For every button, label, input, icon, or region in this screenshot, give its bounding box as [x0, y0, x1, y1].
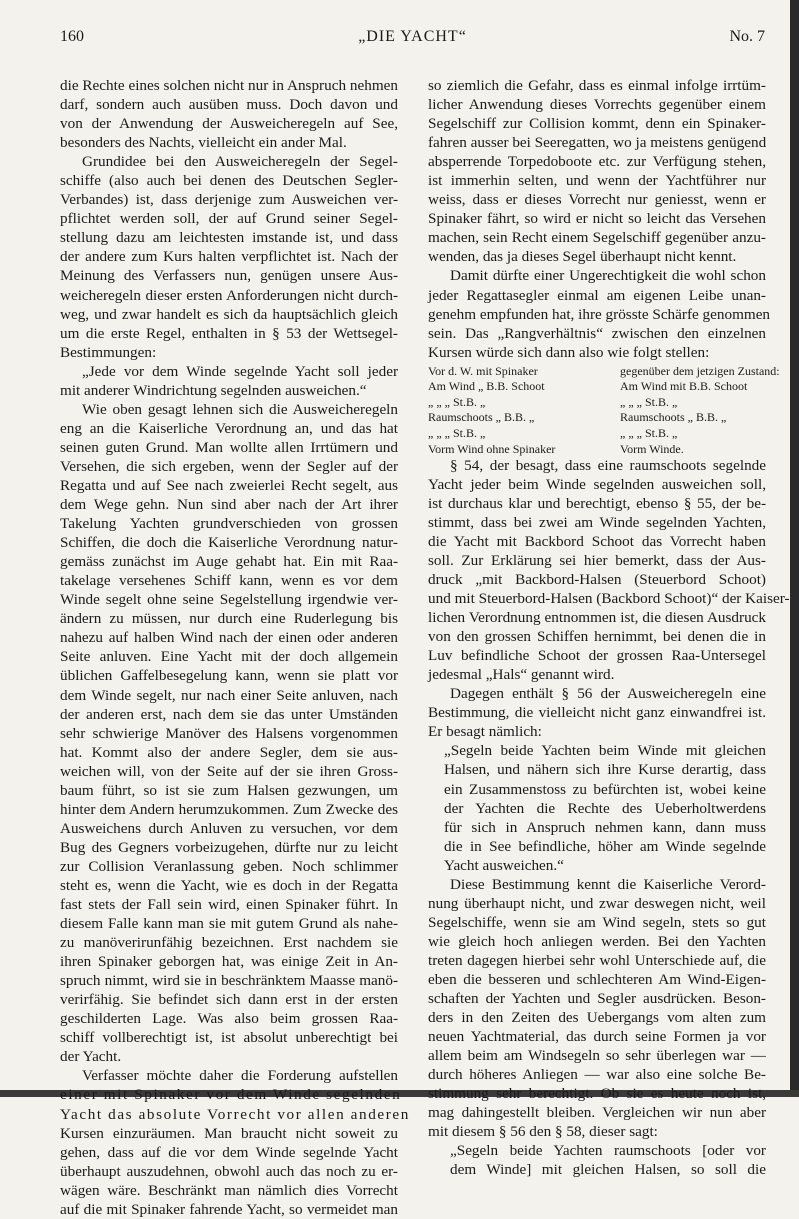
- text-line: stellung dazu am leichtesten imstande ist, und dass: [60, 229, 398, 247]
- text-line: Regatta und auf See nach zweierlei Recht segelt, aus: [60, 476, 398, 494]
- text-line: üblichen Gaffelbesegelung kann, wenn sie platt vor: [60, 667, 398, 685]
- text-line: wenden, das ja dieses Segel überhaupt nicht kennt.: [428, 248, 737, 266]
- text-line: soll. Zur Erklärung sei hier bemerkt, dass der Aus-: [428, 551, 766, 569]
- text-line: Segelschiff zur Collision kommt, denn ein Spinaker-: [428, 115, 766, 133]
- text-line: Bestimmung, die vielleicht nicht ganz einwandfrei ist.: [428, 704, 766, 722]
- text-line: dem Winde] mit gleichen Halsen, so soll die: [450, 1161, 766, 1179]
- rank-table-right-header: gegenüber dem jetzigen Zustand:: [620, 363, 780, 378]
- text-line: Diese Bestimmung kennt die Kaiserliche Verord-: [450, 875, 766, 893]
- text-line: zu manöverirunfähig bezeichnen. Erst nachdem sie: [60, 934, 398, 952]
- rank-right-cell: „ „ „ St.B. „: [620, 394, 678, 409]
- text-line: ders in den Zeiten des Uebergangs vom alten zum: [428, 1009, 766, 1027]
- text-line: pflichtet werden soll, der auf Grund seiner Segel-: [60, 210, 398, 228]
- text-line: seinen guten Grund. Man wollte allen Irrtümern und: [60, 438, 398, 456]
- right-column: [428, 76, 790, 1179]
- rank-table-row: [428, 426, 766, 442]
- text-line: absperrende Torpedoboote etc. zur Verfügung stehen,: [428, 153, 766, 171]
- text-line: nung überhaupt nicht, und zwar deswegen nicht, weil: [428, 894, 766, 912]
- text-line: jeder Regattasegler einmal am eigenen Leibe unan-: [428, 286, 766, 304]
- text-line: schaften der Yachten und Segler ausdrücken. Beson-: [428, 990, 766, 1008]
- text-line: druck „mit Backbord-Halsen (Steuerbord Schoot): [428, 570, 766, 588]
- text-line: sein. Das „Rangverhältnis“ zwischen den einzelnen: [428, 324, 766, 342]
- text-line: mit diesem § 56 den § 58, dieser sagt:: [428, 1123, 658, 1141]
- text-line: Meinung des Verfassers nun, genügen unsere Aus-: [60, 267, 398, 285]
- rank-table: [428, 363, 780, 456]
- text-line: und mit Steuerbord-Halsen (Backbord Schoot)“ der Kaiser-: [428, 590, 790, 608]
- text-line: der Yachten die Rechte des Ueberholtwerdens: [444, 799, 766, 817]
- left-column: [60, 76, 410, 1219]
- text-line: Yacht das absolute Vorrecht vor allen anderen: [60, 1105, 410, 1123]
- text-line: eng an die Kaiserliche Verordnung an, und das hat: [60, 419, 398, 437]
- text-line: so ziemlich die Gefahr, dass es einmal infolge irrtüm-: [428, 77, 766, 94]
- text-line: Winde segelt ohne seine Segelstellung irgendwie ver-: [60, 591, 398, 609]
- text-line: einer mit Spinaker vor dem Winde segelnden: [60, 1086, 402, 1104]
- text-line: auf die mit Spinaker fahrende Yacht, so vermeidet man: [60, 1200, 398, 1218]
- issue-number: No. 7: [729, 28, 765, 45]
- right-column-top: [428, 76, 771, 362]
- page-header: [60, 28, 765, 52]
- text-line: gemäss zunächst im Auge gehabt hat. Ein mit Raa-: [60, 553, 398, 571]
- text-line: sehr schwierige Manöver des Halsens vorgenommen: [60, 724, 398, 742]
- text-line: Spinaker fährt, so wird er nicht so leicht das Versehen: [428, 210, 766, 228]
- text-line: ein Zusammenstoss zu befürchten ist, wobei keine: [444, 780, 766, 798]
- rank-right-cell: Raumschoots „ B.B. „: [620, 410, 727, 425]
- right-column-bottom: [428, 456, 790, 1180]
- text-line: die Rechte eines solchen nicht nur in Anspruch nehmen: [60, 77, 398, 94]
- text-line: Yacht ausweichen.“: [444, 856, 564, 874]
- text-line: Verbandes) ist, dass derjenige zum Ausweichen ver-: [60, 191, 398, 209]
- text-line: überhaupt auszudehnen, obwohl auch das noch zu er-: [60, 1162, 398, 1180]
- text-line: Er besagt nämlich:: [428, 723, 542, 741]
- text-line: eben die besseren und schlechteren Am Wind-Eigen-: [428, 970, 766, 988]
- text-line: allem beim am Windsegeln so sehr überlegen war —: [428, 1047, 766, 1065]
- text-line: die in See befindliche, höher am Winde segelnde: [444, 837, 766, 855]
- text-line: um die erste Regel, enthalten in § 53 der Wettsegel-: [60, 324, 398, 342]
- text-line: ist durchaus klar und berechtigt, ebenso § 55, der be-: [428, 494, 766, 512]
- text-line: fahren ausser bei Seeregatten, wo ja meistens genügend: [428, 134, 767, 152]
- text-line: von der Anwendung der Ausweicheregeln auf See,: [60, 115, 398, 133]
- text-line: Yacht jeder beim Winde segelnden ausweichen soll,: [428, 475, 766, 493]
- text-line: Dagegen enthält § 56 der Ausweicheregeln eine: [450, 685, 766, 703]
- rank-left-cell: Am Wind „ B.B. Schoot: [428, 379, 545, 394]
- text-line: Schiffen, die doch die Kaiserliche Verordnung natur-: [60, 534, 398, 552]
- text-line: Damit dürfte einer Ungerechtigkeit die wohl schon: [450, 267, 766, 285]
- text-line: weicheregeln dieser ersten Anforderungen nicht durch-: [60, 286, 398, 304]
- text-line: für sich in Anspruch nehmen kann, dann muss: [444, 818, 766, 836]
- text-line: machen, sein Recht einem Segelschiff gegenüber anzu-: [428, 229, 766, 247]
- text-line: durch höheres Anliegen — war also eine solche Be-: [428, 1066, 766, 1084]
- text-line: hat. Kommt also der andere Segler, dem sie aus-: [60, 743, 398, 761]
- text-line: neuen Yachtmaterial, das durch seine Formen ja vor: [428, 1028, 766, 1046]
- text-line: gehen, dass auf die vor dem Winde segelnde Yacht: [60, 1143, 398, 1161]
- text-line: wägen wäre. Beschränkt man nämlich dies Vorrecht: [60, 1181, 398, 1199]
- text-line: wie gleich hoch anliegen werden. Bei den Yachten: [428, 932, 766, 950]
- text-line: Grundidee bei den Ausweicheregeln der Segel-: [82, 153, 398, 171]
- rank-table-row: [428, 410, 766, 426]
- text-line: Verfasser möchte daher die Forderung aufstellen: [82, 1067, 398, 1085]
- text-line: baum führt, so ist sie zum Halsen gezwungen, um: [60, 781, 398, 799]
- text-line: dem Winde segelt, nur nach einer Seite anluven, nach: [60, 686, 398, 704]
- text-line: takelage versehenes Schiff kann, wenn es vor dem: [60, 572, 398, 590]
- text-line: „Segeln beide Yachten raumschoots [oder vor: [450, 1142, 766, 1160]
- rank-table-row: [428, 442, 766, 458]
- text-line: spruch nimmt, wird sie in beschränktem Maasse manö-: [60, 972, 398, 990]
- text-line: lichen Verordnung entnommen ist, die diesen Ausdruck: [428, 609, 766, 627]
- text-line: Luv befindliche Schoot der grossen Raa-Untersegel: [428, 647, 766, 665]
- text-line: ändern zu müssen, nur durch eine Ruderlegung bis: [60, 610, 398, 628]
- text-line: treten dagegen hierbei sehr wohl Unterschiede auf, die: [428, 951, 766, 969]
- text-line: Bug des Gegners vorbeizugehen, dürfte nur zu leicht: [60, 838, 398, 856]
- rank-left-cell: „ „ „ St.B. „: [428, 394, 486, 409]
- text-line: jedesmal „Hals“ genannt wird.: [428, 666, 615, 684]
- text-line: fast stets der Fall sein wird, einen Spinaker führt. In: [60, 896, 398, 914]
- text-line: Takelung Yachten grundverschieden von grossen: [60, 515, 398, 533]
- text-line: der anderen erst, nach dem sie das unter Umständen: [60, 705, 398, 723]
- rank-table-row: [428, 379, 766, 395]
- text-line: § 54, der besagt, dass eine raumschoots segelnde: [450, 456, 766, 474]
- page-edge: [790, 0, 799, 1097]
- text-line: schiffe (also auch bei denen des Deutschen Segler-: [60, 172, 398, 190]
- text-line: stimmung sehr berechtigt. Ob sie es heute noch ist,: [428, 1085, 766, 1103]
- text-line: weiss, dass er dieses Vorrecht nur geniesst, wenn er: [428, 191, 766, 209]
- text-line: Segelschiffe, wenn sie am Wind segeln, stets so gut: [428, 913, 766, 931]
- rank-left-cell: Raumschoots „ B.B. „: [428, 410, 535, 425]
- text-line: nahezu auf halben Wind nach der einen oder anderen: [60, 629, 398, 647]
- text-line: ist immerhin selten, und wenn der Yachtführer nur: [428, 172, 766, 190]
- text-line: geschilderten Lage. Was also beim grossen Raa-: [60, 1010, 398, 1028]
- text-line: Ausweichens durch Anluven zu versuchen, vor dem: [60, 819, 398, 837]
- text-line: mag dahingestellt bleiben. Vergleichen wir nun aber: [428, 1104, 766, 1122]
- page-number: 160: [60, 28, 84, 45]
- rank-left-cell: Vorm Wind ohne Spinaker: [428, 441, 556, 456]
- text-line: weg, und zwar handelt es sich da hauptsächlich gleich: [60, 305, 398, 323]
- text-line: hinter dem Andern herumzukommen. Zum Zwecke des: [60, 800, 398, 818]
- text-line: der Yacht.: [60, 1048, 122, 1066]
- text-line: die Yacht mit Backbord Schoot das Vorrecht haben: [428, 532, 766, 550]
- rank-table-rows: [428, 379, 766, 457]
- rank-table-left-header: Vor d. W. mit Spinaker: [428, 363, 538, 378]
- text-line: genehm empfunden hat, ihre grösste Schärfe genommen: [428, 305, 771, 323]
- text-line: besonders des Nachts, vielleicht ein ander Mal.: [60, 134, 347, 152]
- text-line: Bestimmungen:: [60, 343, 157, 361]
- text-line: von den grossen Schiffen hernimmt, bei denen die in: [428, 628, 766, 646]
- text-line: Wie oben gesagt lehnen sich die Ausweicheregeln: [82, 400, 398, 418]
- rank-table-header: [428, 363, 780, 380]
- text-line: „Jede vor dem Winde segelnde Yacht soll jeder: [82, 362, 398, 380]
- rank-left-cell: „ „ „ St.B. „: [428, 426, 486, 441]
- rank-table-row: [428, 395, 766, 411]
- rank-right-cell: „ „ „ St.B. „: [620, 426, 678, 441]
- text-line: diesem Falle kann man sie mit gutem Grund als nahe-: [60, 915, 398, 933]
- text-line: ihren Spinaker geborgen hat, was einige Zeit in An-: [60, 953, 398, 971]
- text-line: mit anderer Windrichtung segelnden ausweichen.“: [60, 381, 367, 399]
- text-line: Seite anluven. Eine Yacht mit der doch allgemein: [60, 648, 398, 666]
- text-line: dem Wege gehn. Nun sind aber nach der Art ihrer: [60, 496, 398, 514]
- text-line: weichen will, von der Seite auf der sie ihren Gross-: [60, 762, 398, 780]
- text-line: Kursen würde sich dann also wie folgt stellen:: [428, 343, 710, 361]
- text-line: „Segeln beide Yachten beim Winde mit gleichen: [444, 742, 766, 760]
- text-line: licher Anwendung dieses Vorrechts gegenüber einem: [428, 96, 766, 114]
- text-line: schiff vollberechtigt ist, ist absolut unberechtigt bei: [60, 1029, 398, 1047]
- rank-right-cell: Am Wind mit B.B. Schoot: [620, 379, 748, 394]
- text-line: Kursen einzuräumen. Man braucht nicht soweit zu: [60, 1124, 398, 1142]
- text-line: stimmt, dass bei zwei am Winde segelnden Yachten,: [428, 513, 766, 531]
- text-line: der andere zum Kurs halten verpflichtet ist. Nach der: [60, 248, 398, 266]
- text-line: darf, sondern auch ausüben muss. Doch davon und: [60, 96, 398, 114]
- text-line: Halsen, und nähern sich ihre Kurse derartig, dass: [444, 761, 766, 779]
- rank-right-cell: Vorm Winde.: [620, 441, 684, 456]
- text-line: steht es, wenn die Yacht, wie es doch in der Regatta: [60, 876, 398, 894]
- journal-title: „DIE YACHT“: [358, 28, 467, 45]
- text-line: verirfähig. Sie befindet sich dann erst in der ersten: [60, 991, 398, 1009]
- text-line: Versehen, die sich ergeben, wenn der Segler auf der: [60, 457, 398, 475]
- text-line: zur Collision Veranlassung geben. Noch schlimmer: [60, 857, 398, 875]
